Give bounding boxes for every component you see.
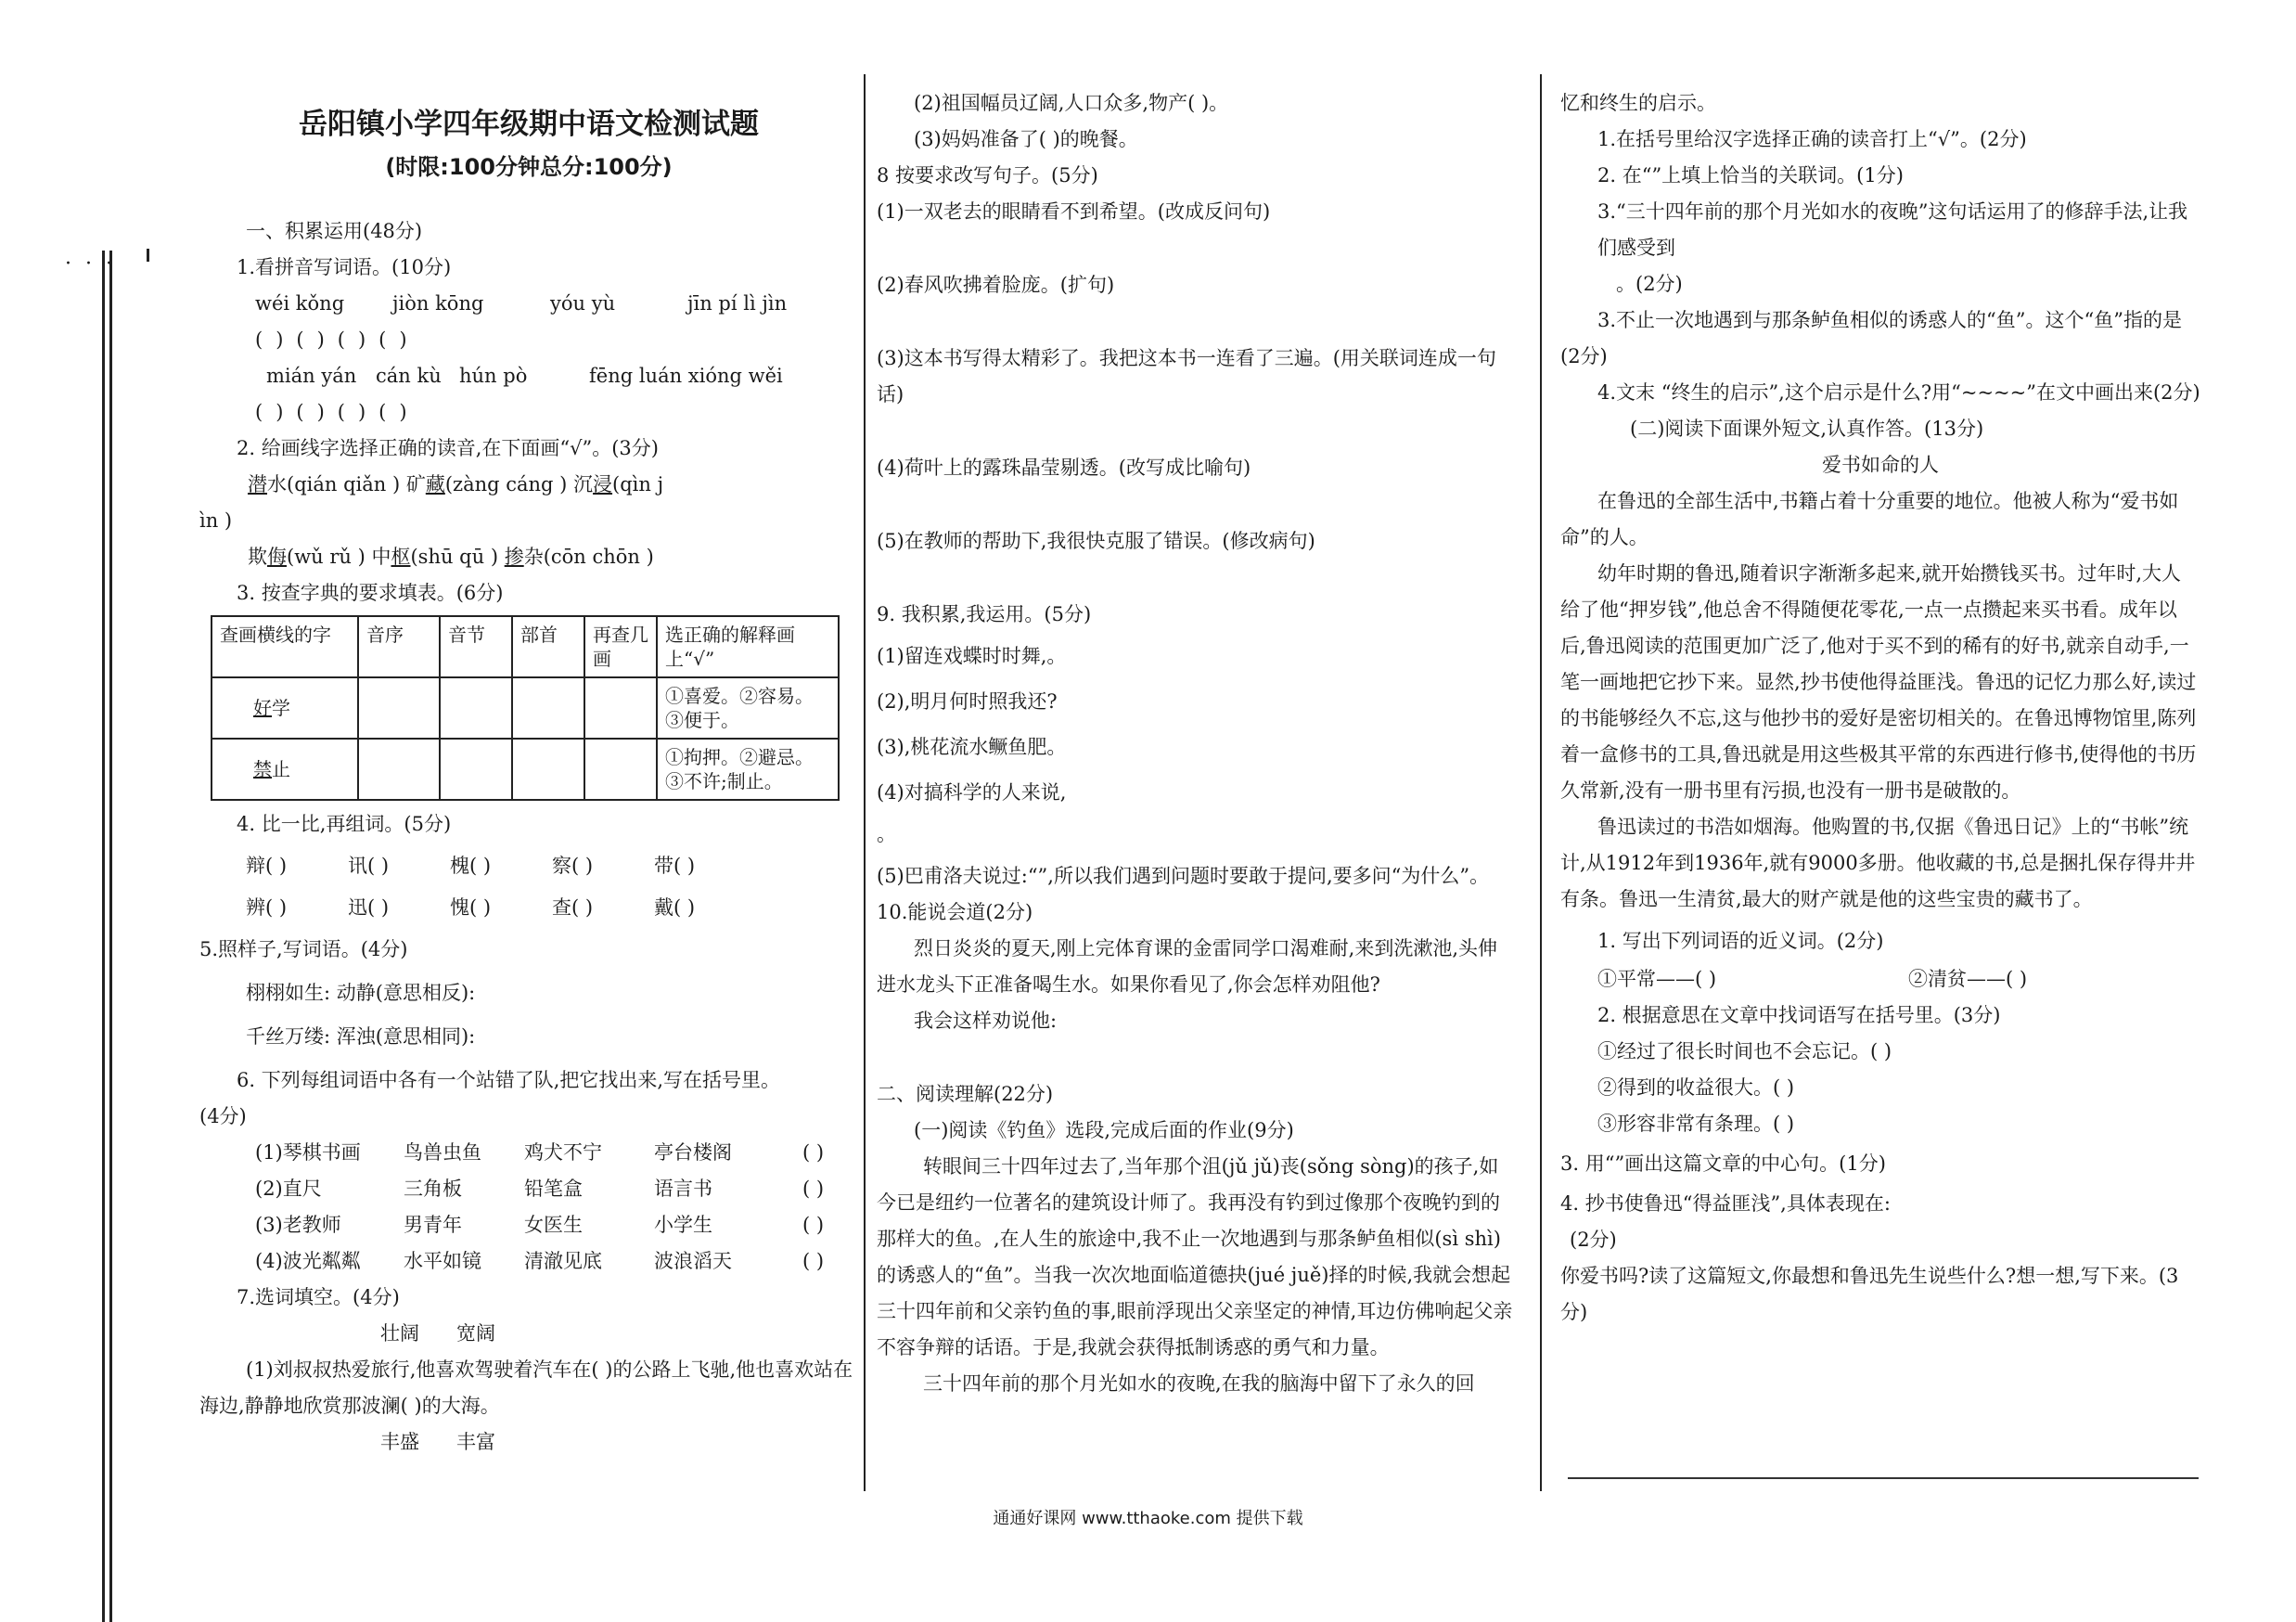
article-paragraph: 幼年时期的鲁迅,随着识字渐渐多起来,就开始攒钱买书。过年时,大人给了他“押岁钱”,他总舍不得随便花零花,一点一点攒起来买书看。成年以后,鲁迅阅读的范围更加广泛了,他对于买不到的稀有的好书,就亲自动手,一笔一画地把它抄下来。显然,抄书使他得益匪浅。鲁迅的记忆力那么好,读过的书能够经久不忘,这与他抄书的爱好是密切相关的。在鲁迅博物馆里,陈列着一盒修书的工具,鲁迅就是用这些极其平常的东西进行修书,使得他的书历久常新,没有一册书里有污损,也没有一册书是破散的。 [1560,562,2197,802]
q4: 4. 比一比,再组词。(5分) [237,813,452,835]
q5-line1[interactable]: 栩栩如生: 动静(意思相反): [246,982,476,1004]
table-header: 音序 [358,616,440,677]
compare-item[interactable]: 察( ) [552,855,594,877]
q8-4[interactable]: (4)荷叶上的露珠晶莹剔透。(改写成比喻句) [877,457,1251,479]
answer-blank[interactable]: ( ) [802,1214,825,1236]
q6-row [199,1243,858,1280]
underlined-char: 好 [253,697,272,719]
q2-text: (shū qū ) [410,546,505,568]
q1-pinyin-row2 [199,358,858,394]
compare-item[interactable]: 辩( ) [246,855,288,877]
pinyin: cán kù [376,365,442,387]
answer-blank[interactable]: ( ) [802,1178,825,1200]
reading-1-paragraph-2: 三十四年前的那个月光如水的夜晚,在我的脑海中留下了永久的回 [923,1372,1475,1395]
section-2-heading: 二、阅读理解(22分) [877,1083,1054,1105]
r4[interactable]: 3.不止一次地遇到与那条鲈鱼相似的诱惑人的“鱼”。这个“鱼”指的是(2分) [1560,309,2182,367]
q6-row [199,1207,858,1243]
binding-dashes: · · · [65,252,116,276]
q1-answer-row1[interactable]: ()()()() [255,328,420,351]
q1-pinyin-row1 [199,286,858,322]
b1: 1. 写出下列词语的近义词。(2分) [1597,930,1884,952]
b5[interactable]: 你爱书吗?读了这篇短文,你最想和鲁迅先生说些什么?想一想,写下来。(3分) [1560,1265,2179,1323]
table-header: 部首 [512,616,584,677]
r1: 1.在括号里给汉字选择正确的读音打上“√”。(2分) [1597,128,2027,150]
table-header: 选正确的解释画上“√” [657,616,839,677]
answer-blank[interactable]: ( ) [802,1141,825,1164]
q2-text: (zàng cáng ) 沉 [444,473,594,496]
q1: 1.看拼音写词语。(10分) [237,256,452,278]
q7: 7.选词填空。(4分) [237,1286,400,1308]
table-row [212,739,839,800]
q9-4[interactable]: (4)对搞科学的人来说, [877,781,1067,804]
table-cell-options[interactable]: ①拘押。②避忌。③不许;制止。 [657,739,839,800]
binding-line-2 [109,251,112,1622]
q4-row1 [199,848,858,884]
page-title: 岳阳镇小学四年级期中语文检测试题 [299,108,759,141]
column-1 [199,74,858,1461]
q3: 3. 按查字典的要求填表。(6分) [237,582,504,604]
footer-credit: 通通好课网 www.tthaoke.com 提供下载 [993,1509,1303,1528]
b4[interactable]: 4. 抄书使鲁迅“得益匪浅”,具体表现在: [1560,1192,1891,1215]
table-cell-input[interactable] [440,739,512,800]
answer-blank[interactable]: ( ) [802,1250,825,1272]
word: 男青年 [404,1214,462,1236]
table-cell-input[interactable] [358,739,440,800]
answer-line[interactable] [1568,1477,2199,1479]
word: 清澈见底 [524,1250,602,1272]
q6-row [199,1135,858,1171]
q5-line2[interactable]: 千丝万缕: 浑浊(意思相同): [246,1025,476,1048]
compare-item[interactable]: 迅( ) [348,896,390,919]
q10-text: 烈日炎炎的夏天,刚上完体育课的金雷同学口渴难耐,来到洗漱池,头伸进水龙头下正准备喝生水。如果你看见了,你会怎样劝阻他? [877,937,1498,996]
table-header: 音节 [440,616,512,677]
binding-line-1 [102,251,105,1622]
q4-row2 [199,890,858,926]
pinyin: mián yán [266,365,357,387]
table-cell-char [212,739,358,800]
q2-text: 杂(cōn chōn ) [523,546,654,568]
word: 鸡犬不宁 [524,1141,602,1164]
table-row [212,677,839,739]
q7-sentence3[interactable]: (3)妈妈准备了( )的晚餐。 [914,128,1138,150]
word: 语言书 [654,1178,712,1200]
q7-sentence2[interactable]: (2)祖国幅员辽阔,人口众多,物产( )。 [914,92,1229,114]
synonym-blank-2[interactable]: ②清贫——( ) [1908,968,2028,990]
underlined-char: 枢 [391,546,411,568]
q8-5[interactable]: (5)在教师的帮助下,我很快克服了错误。(修改病句) [877,530,1315,552]
table-cell-input[interactable] [584,677,657,739]
b2: 2. 根据意思在文章中找词语写在括号里。(3分) [1597,1004,2001,1026]
word: (2)直尺 [255,1178,322,1200]
q5: 5.照样子,写词语。(4分) [199,938,408,960]
q2: 2. 给画线字选择正确的读音,在下面画“√”。(3分) [237,437,659,459]
compare-item[interactable]: 槐( ) [450,855,492,877]
word: 波浪滔天 [654,1250,732,1272]
page-subtitle: (时限:100分钟总分:100分) [385,154,673,180]
dictionary-table [211,615,840,801]
word: 水平如镜 [404,1250,481,1272]
word: (1)琴棋书画 [255,1141,361,1164]
table-cell-input[interactable] [512,677,584,739]
column-divider-2 [1540,74,1542,1491]
pinyin: yóu yù [550,292,616,315]
q7-words2: 丰盛 丰富 [380,1431,496,1453]
q2-text: 水(qián qiǎn ) 矿 [267,473,426,496]
q6-score: (4分) [199,1105,247,1127]
q7-words1: 壮阔 宽阔 [380,1322,496,1345]
b1-answers [1560,961,2200,998]
b2c[interactable]: ③形容非常有条理。( ) [1597,1113,1795,1135]
table-header: 再查几画 [584,616,657,677]
compare-item[interactable]: 查( ) [552,896,594,919]
q2-text: (wǔ rǔ ) 中 [287,546,391,568]
q9-4b: 。 [877,823,896,845]
char-rest: 止 [272,758,290,780]
underlined-char: 侮 [267,546,287,568]
compare-item[interactable]: 带( ) [654,855,696,877]
word: 三角板 [404,1178,462,1200]
word: 铅笔盒 [524,1178,583,1200]
b2a[interactable]: ①经过了很长时间也不会忘记。( ) [1597,1040,1892,1062]
reading-2-heading: (二)阅读下面课外短文,认真作答。(13分) [1630,418,1984,440]
word: 小学生 [654,1214,712,1236]
word: (4)波光粼粼 [255,1250,361,1272]
table-cell-options[interactable]: ①喜爱。②容易。③便于。 [657,677,839,739]
char-rest: 学 [272,697,290,719]
pinyin: hún pò [459,365,528,387]
q9-2[interactable]: (2),明月何时照我还? [877,690,1058,713]
b3: 3. 用“”画出这篇文章的中心句。(1分) [1560,1152,1886,1175]
word: 女医生 [524,1214,583,1236]
b2b[interactable]: ②得到的收益很大。( ) [1597,1076,1795,1099]
reading-1-heading: (一)阅读《钓鱼》选段,完成后面的作业(9分) [914,1119,1294,1141]
q2-line3 [199,539,858,575]
q8-2[interactable]: (2)春风吹拂着脸庞。(扩句) [877,274,1115,296]
q2-line1 [199,467,858,503]
underlined-char: 浸 [593,473,613,496]
r3[interactable]: 3.“三十四年前的那个月光如水的夜晚”这句话运用了的修辞手法,让我们感受到 [1597,200,2188,259]
r5[interactable]: 4.文末 “终生的启示”,这个启示是什么?用“~~~~”在文中画出来(2分) [1597,381,2200,404]
article-paragraph: 在鲁迅的全部生活中,书籍占着十分重要的地位。他被人称为“爱书如命”的人。 [1560,490,2179,548]
q2-line2: ìn ) [199,509,233,532]
word: 亭台楼阁 [654,1141,732,1164]
b4-score: (2分) [1570,1229,1617,1251]
binding-mark [147,249,149,262]
q2-text: (qìn j [612,473,664,496]
table-cell-input[interactable] [358,677,440,739]
q9-3[interactable]: (3),桃花流水鳜鱼肥。 [877,736,1067,758]
q6: 6. 下列每组词语中各有一个站错了队,把它找出来,写在括号里。 [237,1069,781,1091]
reading-1-paragraph: 转眼间三十四年过去了,当年那个沮(jǔ jǔ)丧(sǒng sòng)的孩子,如今已是纽约一位著名的建筑设计师了。我再没有钓到过像那个夜晚钓到的那样大的鱼。,在人生的旅途中,我不止一次地遇到与那条鲈鱼相似(sì shì)的诱惑人的“鱼”。当我一次次地面临道德抉(jué juě)择的时候,我就会想起三十四年前和父亲钓鱼的事,眼前浮现出父亲坚定的神情,耳边仿佛响起父亲不容争辩的话语。于是,我就会获得抵制诱惑的勇气和力量。 [877,1155,1513,1358]
q6-row [199,1171,858,1207]
underlined-char: 禁 [253,758,272,780]
word: 鸟兽虫鱼 [404,1141,481,1164]
table-cell-input[interactable] [584,739,657,800]
r2: 2. 在“”上填上恰当的关联词。(1分) [1597,164,1904,187]
article-title: 爱书如命的人 [1822,454,1939,476]
q9-1[interactable]: (1)留连戏蝶时时舞,。 [877,645,1067,667]
table-header: 查画横线的字 [212,616,358,677]
synonym-blank-1[interactable]: ①平常——( ) [1597,968,1717,990]
q7-sentence1[interactable]: (1)刘叔叔热爱旅行,他喜欢驾驶着汽车在( )的公路上飞驰,他也喜欢站在海边,静静地欣赏那波澜( )的大海。 [199,1358,853,1417]
table-cell-input[interactable] [512,739,584,800]
article-paragraph: 鲁迅读过的书浩如烟海。他购置的书,仅据《鲁迅日记》上的“书帐”统计,从1912年到1936年,就有9000多册。他收藏的书,总是捆扎保存得井井有条。鲁迅一生清贫,最大的财产就是他的这些宝贵的藏书了。 [1560,816,2196,910]
q10: 10.能说会道(2分) [877,901,1033,923]
column-3 [1560,85,2200,1331]
word: (3)老教师 [255,1214,341,1236]
q1-answer-row2[interactable]: ()()()() [255,401,420,423]
underlined-char: 掺 [504,546,524,568]
pinyin: wéi kǒng [255,292,345,315]
q8: 8 按要求改写句子。(5分) [877,164,1098,187]
q8-3[interactable]: (3)这本书写得太精彩了。我把这本书一连看了三遍。(用关联词连成一句话) [877,347,1496,406]
table-cell-input[interactable] [440,677,512,739]
pinyin: jīn pí lì jìn [687,292,788,315]
q10-answer[interactable]: 我会这样劝说他: [914,1010,1058,1032]
table-cell-char [212,677,358,739]
compare-item[interactable]: 讯( ) [348,855,390,877]
section-1-heading: 一、积累运用(48分) [246,220,423,242]
column-2 [877,85,1517,1402]
q9-5[interactable]: (5)巴甫洛夫说过:“”,所以我们遇到问题时要敢于提问,要多问“为什么”。 [877,865,1490,887]
underlined-char: 藏 [425,473,445,496]
q2-text: 欺 [248,546,267,568]
compare-item[interactable]: 愧( ) [450,896,492,919]
pinyin: fēng luán xióng wěi [589,365,783,387]
underlined-char: 潜 [248,473,267,496]
r3-score: 。(2分) [1616,273,1683,295]
compare-item[interactable]: 辨( ) [246,896,288,919]
q8-1[interactable]: (1)一双老去的眼睛看不到希望。(改成反问句) [877,200,1271,223]
q9: 9. 我积累,我运用。(5分) [877,603,1092,625]
table-header-row [212,616,839,677]
reading-1-continued: 忆和终生的启示。 [1560,92,1716,114]
compare-item[interactable]: 戴( ) [654,896,696,919]
pinyin: jiòn kōng [392,292,484,315]
